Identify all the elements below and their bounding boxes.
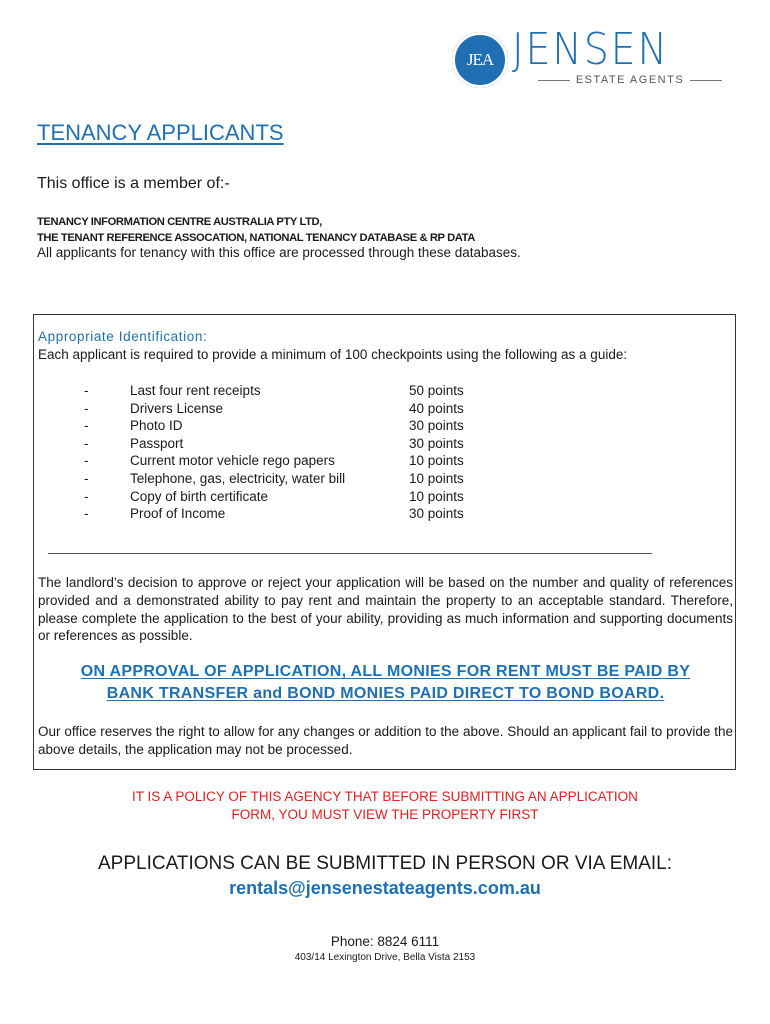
processed-note: All applicants for tenancy with this office are processed through these databases.	[37, 245, 521, 260]
identification-item-label: Proof of Income	[130, 506, 226, 522]
logo-monogram: JEA	[466, 50, 494, 69]
identification-heading: Appropriate Identification:	[38, 329, 208, 344]
page-title: TENANCY APPLICANTS	[37, 120, 284, 145]
identification-item	[34, 488, 534, 506]
member-intro: This office is a member of:-	[37, 175, 230, 192]
identification-item	[34, 470, 534, 488]
identification-item-points: 10 points	[409, 453, 464, 469]
list-dash: -	[84, 383, 89, 398]
identification-description: Each applicant is required to provide a minimum of 100 checkpoints using the following as a guide:	[38, 347, 628, 362]
identification-item-label: Last four rent receipts	[130, 383, 261, 398]
logo-tagline: ESTATE AGENTS	[575, 74, 685, 86]
identification-list	[34, 382, 534, 523]
identification-item-label: Copy of birth certificate	[130, 488, 269, 504]
submit-heading: APPLICATIONS CAN BE SUBMITTED IN PERSON OR VIA EMAIL:	[98, 853, 672, 874]
approval-line: BANK TRANSFER and BOND MONIES PAID DIRECT TO BOND BOARD.	[106, 685, 665, 702]
identification-item-points: 30 points	[409, 506, 464, 522]
logo-name: JENSEN	[512, 24, 669, 75]
identification-item-points: 40 points	[409, 400, 464, 416]
list-dash: -	[84, 453, 89, 469]
identification-item	[34, 505, 534, 523]
office-address: 403/14 Lexington Drive, Bella Vista 2153	[294, 952, 476, 963]
organisation-line: TENANCY INFORMATION CENTRE AUSTRALIA PTY LTD,	[37, 216, 322, 228]
list-dash: -	[84, 418, 89, 434]
logo-monogram-seal	[452, 32, 508, 88]
logo-rule-right	[690, 80, 722, 81]
approval-line: ON APPROVAL OF APPLICATION, ALL MONIES FOR RENT MUST BE PAID BY	[80, 663, 691, 680]
identification-item-label: Drivers License	[130, 400, 224, 416]
identification-item	[34, 400, 534, 418]
identification-item-label: Current motor vehicle rego papers	[130, 453, 335, 469]
identification-item-points: 10 points	[409, 470, 464, 486]
approval-notice	[34, 661, 737, 705]
list-dash: -	[84, 488, 89, 504]
identification-item-label: Passport	[130, 435, 184, 451]
policy-line: IT IS A POLICY OF THIS AGENCY THAT BEFORE SUBMITTING AN APPLICATION	[132, 789, 638, 804]
organisation-line: THE TENANT REFERENCE ASSOCATION, NATIONAL TENANCY DATABASE & RP DATA	[37, 232, 475, 244]
identification-item-points: 30 points	[409, 418, 464, 434]
list-dash: -	[84, 470, 89, 486]
identification-item-points: 10 points	[409, 488, 464, 504]
policy-notice	[0, 788, 770, 824]
identification-item	[34, 435, 534, 453]
email-link[interactable]: rentals@jensenestateagents.com.au	[229, 878, 541, 898]
identification-item	[34, 452, 534, 470]
logo-tagline-row	[538, 74, 722, 86]
divider	[48, 553, 652, 554]
organisation-list	[37, 214, 475, 246]
identification-item	[34, 417, 534, 435]
list-dash: -	[84, 435, 89, 451]
identification-item-label: Photo ID	[130, 418, 183, 434]
identification-item-points: 50 points	[409, 383, 464, 398]
logo-rule-left	[538, 80, 570, 81]
landlord-decision-text: The landlord’s decision to approve or reject your application will be based on the number and quality of references provided and a demonstrated ability to pay rent and maintain the property to an acceptable standard. Therefore, please complete the application to the best of your ability, providing as much information and supporting documents or references as possible.	[38, 575, 733, 644]
list-dash: -	[84, 506, 89, 522]
phone-number: Phone: 8824 6111	[330, 934, 440, 949]
identification-item-points: 30 points	[409, 435, 464, 451]
list-dash: -	[84, 400, 89, 416]
reserves-text: Our office reserves the right to allow for any changes or addition to the above. Should an applicant fail to provide the above details, the application may not be processed.	[38, 724, 733, 757]
policy-line: FORM, YOU MUST VIEW THE PROPERTY FIRST	[231, 807, 539, 822]
company-logo	[452, 24, 732, 92]
identification-item	[34, 382, 534, 400]
requirements-box	[33, 314, 736, 770]
identification-item-label: Telephone, gas, electricity, water bill	[130, 470, 346, 486]
